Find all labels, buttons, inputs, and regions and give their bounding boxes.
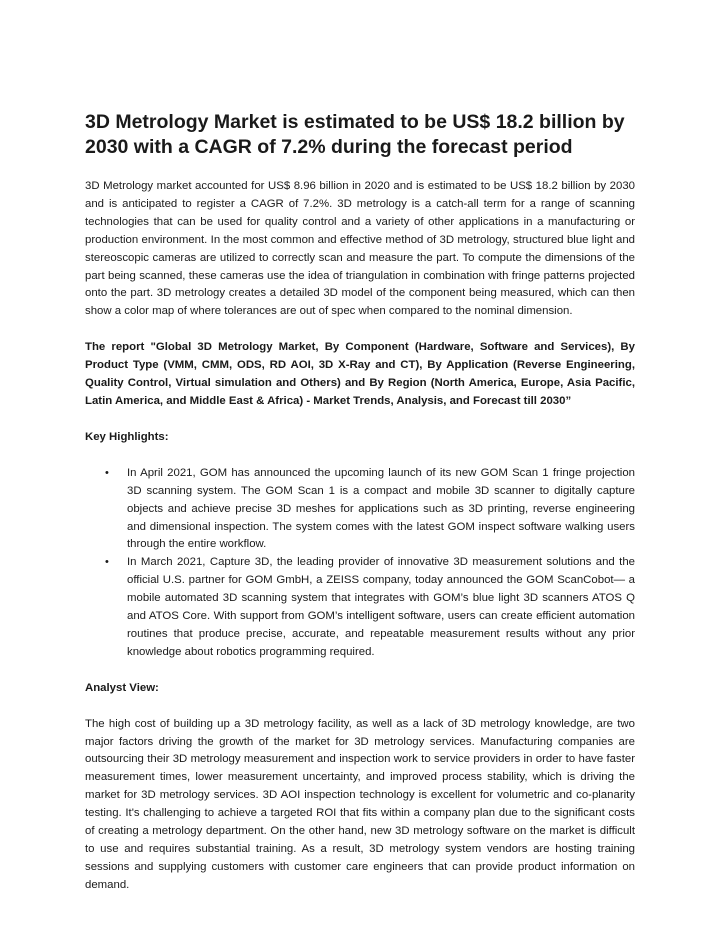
list-item	[85, 465, 635, 555]
bullet-icon: •	[105, 556, 109, 569]
key-highlights-heading: Key Highlights:	[85, 430, 169, 443]
document-page	[85, 110, 635, 913]
document-title: 3D Metrology Market is estimated to be US$ 18.2 billion by 2030 with a CAGR of 7.2% during the forecast period	[85, 111, 625, 158]
highlight-text: In March 2021, Capture 3D, the leading provider of innovative 3D measurement solutions and the official U.S. partner for GOM GmbH, a ZEISS company, today announced the GOM ScanCobot— a mobile automated 3D scanning system that integrates with GOM’s blue light 3D scanners ATOS Q and ATOS Core. With support from GOM’s intelligent software, users can create efficient automation routines that produce precise, accurate, and repeatable measurement results without any prior knowledge about robotics programming required.	[127, 556, 635, 658]
intro-paragraph: 3D Metrology market accounted for US$ 8.96 billion in 2020 and is estimated to be US$ 18.2 billion by 2030 and is anticipated to register a CAGR of 7.2%. 3D metrology is a catch-all term for a range of scanning technologies that can be used for quality control and a variety of other applications in a manufacturing or production environment. In the most common and effective method of 3D metrology, structured blue light and stereoscopic cameras are utilized to correctly scan and measure the part. To compute the dimensions of the part being scanned, these cameras use the idea of triangulation in combination with fringe patterns projected onto the part. 3D metrology creates a detailed 3D model of the component being measured, which can then show a color map of where tolerances are out of spec when compared to the nominal dimension.	[85, 180, 635, 318]
bullet-icon: •	[105, 466, 109, 479]
list-item	[85, 554, 635, 661]
report-paragraph: The report "Global 3D Metrology Market, By Component (Hardware, Software and Services), By Product Type (VMM, CMM, ODS, RD AOI, 3D X-Ray and CT), By Application (Reverse Engineering, Quality Control, Virtual simulation and Others) and By Region (North America, Europe, Asia Pacific, Latin America, and Middle East & Africa) - Market Trends, Analysis, and Forecast till 2030”	[85, 341, 635, 407]
highlights-list	[85, 465, 635, 662]
analyst-view-heading: Analyst View:	[85, 681, 159, 694]
highlight-text: In April 2021, GOM has announced the upcoming launch of its new GOM Scan 1 fringe projection 3D scanning system. The GOM Scan 1 is a compact and mobile 3D scanner to digitally capture objects and achieve precise 3D meshes for applications such as 3D printing, reverse engineering and dimensional inspection. The system comes with the latest GOM inspect software walking users through the entire workflow.	[127, 466, 635, 551]
analyst-paragraph: The high cost of building up a 3D metrology facility, as well as a lack of 3D metrology knowledge, are two major factors driving the growth of the market for 3D metrology services. Manufacturing companies are outsourcing their 3D metrology measurement and inspection work to service providers in order to have faster measurement times, lower measurement uncertainty, and improved process stability, which is driving the market for 3D metrology services. 3D AOI inspection technology is excellent for volumetric and co-planarity testing. It's challenging to achieve a targeted ROI that fits within a company plan due to the significant costs of creating a metrology department. On the other hand, new 3D metrology software on the market is difficult to use and requires substantial training. As a result, 3D metrology system vendors are hosting training sessions and supplying customers with customer care engineers that can provide product information on demand.	[85, 717, 635, 891]
